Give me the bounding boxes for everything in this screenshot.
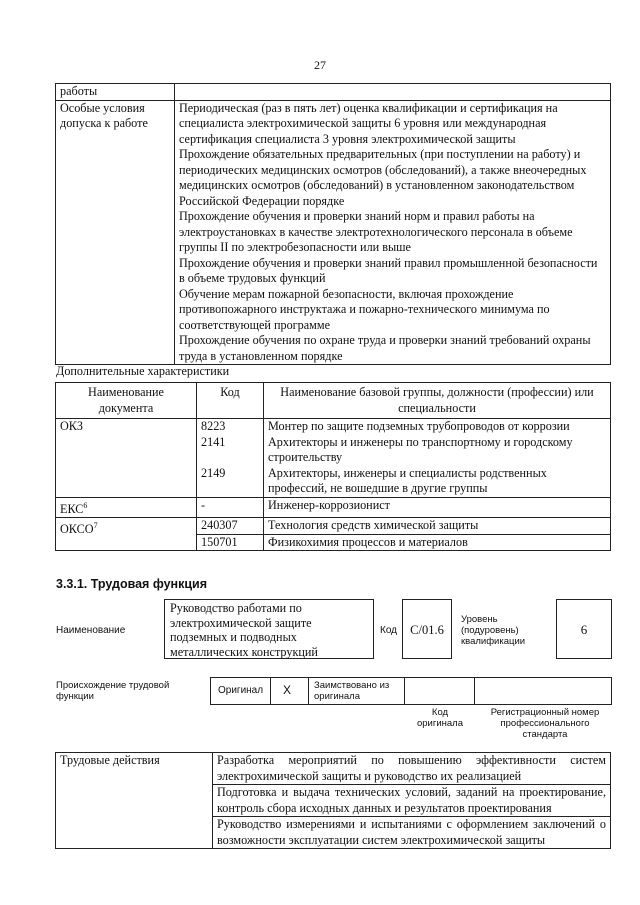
okz-label: ОКЗ (56, 419, 197, 498)
origin-divider (404, 677, 405, 705)
labor-action-item (213, 817, 611, 849)
table-row (56, 84, 611, 101)
code-cell: 2149 (197, 466, 264, 498)
name-cell: Архитекторы и инженеры по транспортному и городскому строительству (264, 435, 611, 466)
eks-label (56, 497, 197, 518)
table-row (56, 100, 611, 365)
list-item: Периодическая (раз в пять лет) оценка квалификации и сертификация на специалиста электрохимической защиты 6 уровня или международная сертификация специалиста 3 уровня электрохимической защиты (179, 100, 558, 146)
section-title: 3.3.1. Трудовая функция (56, 577, 208, 591)
okso-label (56, 518, 197, 551)
level-value-box: 6 (556, 599, 612, 659)
name-cell: Инженер-коррозионист (264, 497, 611, 518)
table-row (56, 497, 611, 518)
original-mark: X (283, 683, 292, 697)
list-item: Прохождение обязательных предварительных (при поступлении на работу) и периодических медицинских осмотров (обследований), а также внеочередных медицинских осмотров (обследований) в установленном законодательством Российской Федерации порядке (179, 147, 587, 208)
origin-divider (270, 677, 271, 705)
code-cell: - (197, 497, 264, 518)
okso-text: ОКСО (60, 522, 94, 537)
eks-text: ЕКС (60, 501, 84, 516)
labor-action-text: Подготовка и выдача технических условий, заданий на проектирование, контроль сбора исходных данных и результатов проектирования (217, 785, 606, 815)
okso-footnote: 7 (93, 521, 98, 531)
level-label: Уровень (подуровень) квалификации (461, 614, 526, 647)
labor-actions-table (55, 752, 611, 849)
name-cell: Физикохимия процессов и материалов (264, 534, 611, 551)
labor-action-item (213, 753, 611, 785)
list-item: Обучение мерам пожарной безопасности, включая прохождение противопожарного инструктажа и пожарно-технического минимума по соответствующей программе (179, 286, 550, 332)
code-cell: 8223 (197, 419, 264, 435)
function-name-box: Руководство работами по электрохимической защите подземных и подводных металлических конструкций (164, 599, 374, 659)
code-cell: 2141 (197, 435, 264, 466)
continuation-label: работы (56, 84, 175, 101)
special-conditions-list (175, 100, 611, 365)
eks-footnote: 6 (83, 500, 88, 510)
labor-action-text: Разработка мероприятий по повышению эффективности систем электрохимической защиты и руководство их реализацией (217, 753, 606, 783)
name-label: Наименование (56, 625, 126, 636)
list-item: Прохождение обучения и проверки знаний правил промышленной безопасности в объеме трудовых функций (179, 255, 598, 285)
name-cell: Монтер по защите подземных трубопроводов от коррозии (264, 419, 611, 435)
labor-action-item (213, 785, 611, 817)
table-row (56, 753, 611, 785)
code-cell: 240307 (197, 518, 264, 535)
borrowed-label: Заимствовано из оригинала (314, 680, 390, 702)
table-header-row (56, 383, 611, 419)
header-doc-name: Наименование документа (56, 383, 197, 419)
name-cell: Технология средств химической защиты (264, 518, 611, 535)
table-row (56, 419, 611, 435)
origin-label: Происхождение трудовой функции (56, 680, 170, 702)
origin-divider (474, 677, 475, 705)
code-cell: 150701 (197, 534, 264, 551)
continuation-cell (175, 84, 611, 101)
code-original-caption: Код оригинала (416, 707, 463, 729)
special-conditions-table (55, 83, 611, 365)
function-code-box: С/01.6 (402, 599, 452, 659)
header-base-group: Наименование базовой группы, должности (профессии) или специальности (264, 383, 611, 419)
table-row (56, 518, 611, 535)
name-cell: Архитекторы, инженеры и специалисты родственных профессий, не вошедшие в другие группы (264, 466, 611, 498)
page-number: 27 (314, 58, 326, 72)
list-item: Прохождение обучения по охране труда и проверки знаний требований охраны труда в установленном порядке (179, 333, 591, 363)
additional-characteristics-title: Дополнительные характеристики (56, 364, 230, 378)
special-conditions-label: Особые условия допуска к работе (56, 100, 175, 365)
additional-characteristics-table (55, 382, 611, 551)
reg-number-caption: Регистрационный номер профессионального стандарта (490, 707, 600, 740)
header-code: Код (197, 383, 264, 419)
origin-divider (308, 677, 309, 705)
original-label: Оригинал (218, 685, 264, 696)
list-item: Прохождение обучения и проверки знаний норм и правил работы на электроустановках в качестве электротехнологического персонала в объеме группы II по электробезопасности или выше (179, 209, 573, 254)
code-label: Код (380, 625, 398, 636)
labor-action-text: Руководство измерениями и испытаниями с оформлением заключений о возможности эксплуатации систем электрохимической защиты (217, 817, 606, 847)
labor-actions-label: Трудовые действия (56, 753, 213, 849)
